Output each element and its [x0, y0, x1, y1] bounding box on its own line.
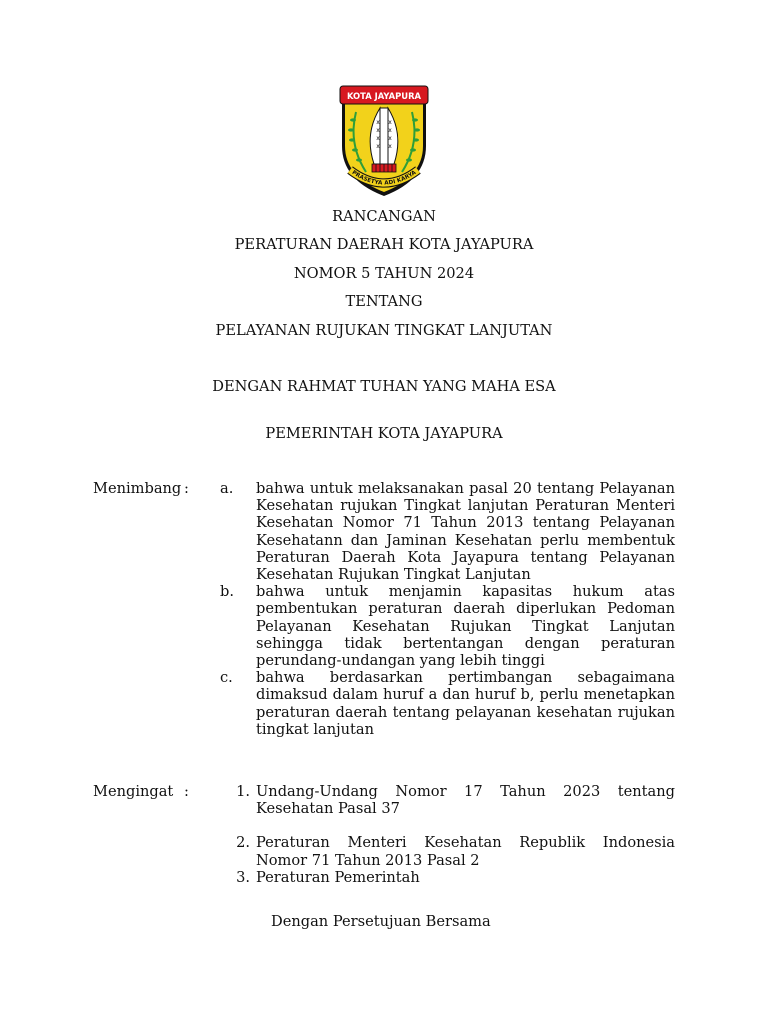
- svg-text:x: x: [388, 127, 392, 134]
- svg-text:x: x: [376, 127, 380, 134]
- mengingat-label: Mengingat: [93, 783, 174, 800]
- svg-text:x: x: [376, 119, 380, 126]
- mengingat-list: [220, 783, 675, 886]
- svg-text:PRASETYA ADI KARYA: PRASETYA ADI KARYA: [350, 169, 418, 187]
- regulation-title: PERATURAN DAERAH KOTA JAYAPURA: [234, 236, 534, 253]
- regulation-number: NOMOR 5 TAHUN 2024: [293, 265, 475, 282]
- menimbang-label: Menimbang: [93, 480, 182, 497]
- svg-text:x: x: [388, 143, 392, 150]
- item-text: Undang-Undang Nomor 17 Tahun 2023 tentang Kesehatan Pasal 37: [256, 783, 675, 818]
- item-text: bahwa berdasarkan pertimbangan sebagaimana dimaksud dalam huruf a dan huruf b, perlu menetapkan peraturan daerah tentang pelayanan kesehatan rujukan tingkat lanjutan: [256, 669, 675, 738]
- svg-text:x: x: [388, 135, 392, 142]
- menimbang-list: [220, 480, 675, 738]
- list-item: [220, 869, 675, 886]
- invocation-line: DENGAN RAHMAT TUHAN YANG MAHA ESA: [212, 378, 556, 395]
- regulation-subject: PELAYANAN RUJUKAN TINGKAT LANJUTAN: [215, 322, 553, 339]
- svg-text:x: x: [376, 143, 380, 150]
- item-marker: b.: [220, 583, 234, 601]
- item-text: bahwa untuk menjamin kapasitas hukum atas pembentukan peraturan daerah diperlukan Pedoman Pelayanan Kesehatan Rujukan Tingkat Lanjutan sehingga tidak bertentangan dengan peraturan perundang-undangan yang lebih tinggi: [256, 583, 675, 670]
- list-item: [220, 669, 675, 738]
- doc-type-title: RANCANGAN: [332, 208, 436, 225]
- issuer-line: PEMERINTAH KOTA JAYAPURA: [265, 425, 503, 442]
- about-heading: TENTANG: [345, 293, 423, 310]
- menimbang-colon: :: [184, 480, 189, 497]
- item-marker: c.: [220, 669, 233, 687]
- item-marker: a.: [220, 480, 234, 497]
- item-text: Peraturan Menteri Kesehatan Republik Indonesia Nomor 71 Tahun 2013 Pasal 2: [256, 834, 675, 869]
- item-number: 3.: [236, 868, 250, 886]
- kota-jayapura-emblem: [336, 84, 432, 198]
- list-item: [220, 480, 675, 583]
- svg-text:KOTA JAYAPURA: KOTA JAYAPURA: [346, 91, 422, 101]
- mengingat-colon: :: [184, 783, 189, 800]
- svg-text:x: x: [376, 135, 380, 142]
- list-item: [220, 583, 675, 669]
- svg-text:x: x: [388, 119, 392, 126]
- list-item: [220, 783, 675, 817]
- item-text: bahwa untuk melaksanakan pasal 20 tentang Pelayanan Kesehatan rujukan Tingkat lanjutan Peraturan Menteri Kesehatan Nomor 71 Tahun 2013 tentang Pelayanan Kesehatann dan Jaminan Kesehatan perlu membentuk Peraturan Daerah Kota Jayapura tentang Pelayanan Kesehatan Rujukan Tingkat Lanjutan: [256, 480, 675, 584]
- item-number: 1.: [236, 783, 250, 800]
- item-number: 2.: [236, 834, 250, 852]
- list-item: [220, 834, 675, 868]
- closing-line: Dengan Persetujuan Bersama: [271, 913, 491, 930]
- item-text: Peraturan Pemerintah: [256, 868, 420, 886]
